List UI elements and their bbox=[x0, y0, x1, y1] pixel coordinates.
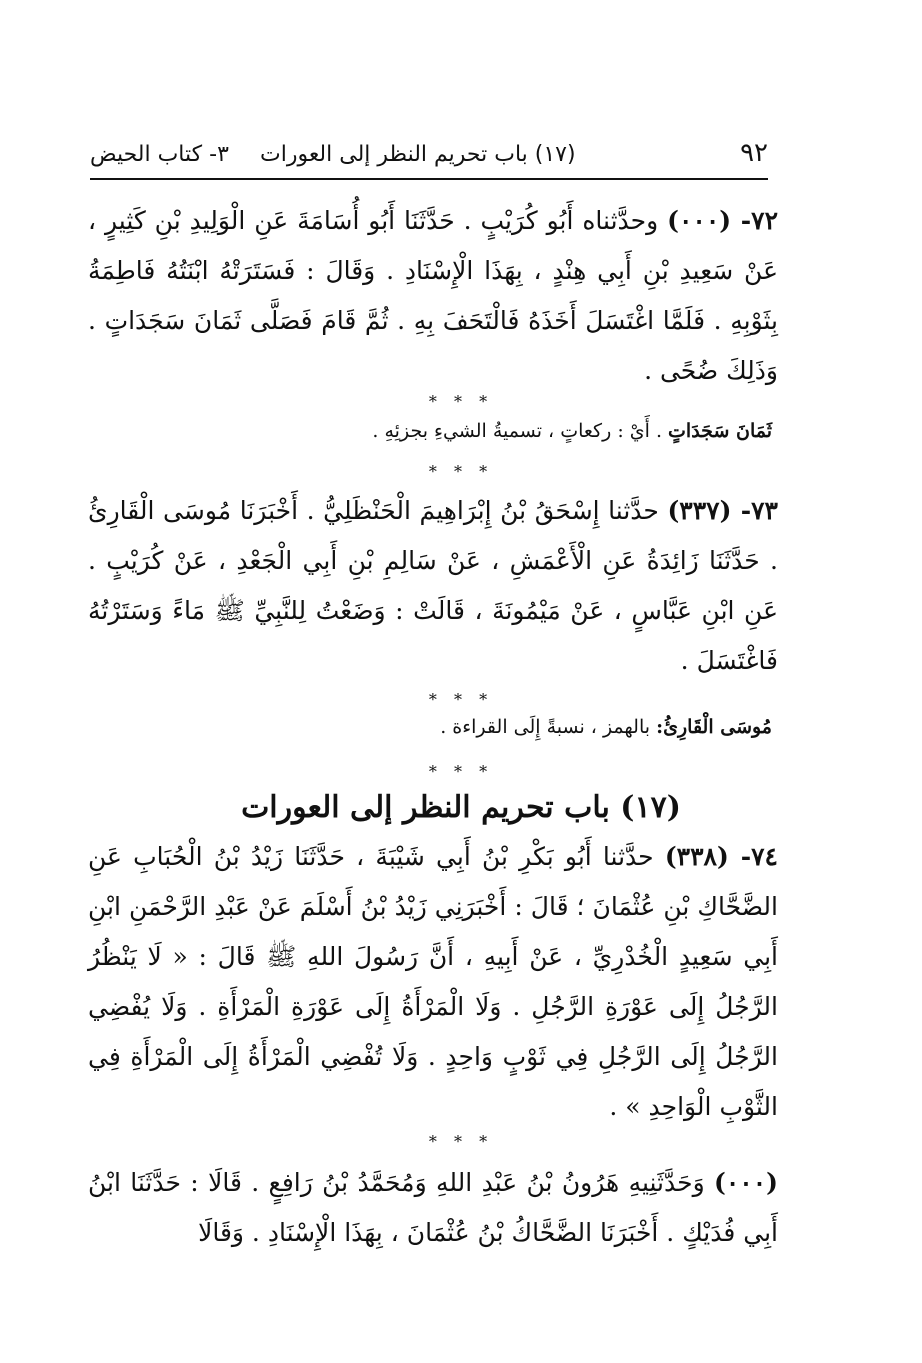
hadith-text: حدَّثنا أَبُو بَكْرِ بْنُ أَبِي شَيْبَةَ ، حَدَّثَنَا زَيْدُ بْنُ الْحُبَابِ عَنِ الضَّحَّاكِ بْنِ عُثْمَانَ ؛ قَالَ : أَخْبَرَنِي زَيْدُ بْنُ أَسْلَمَ عَنْ عَبْدِ الرَّحْمَنِ ابْنِ أَبِي سَعِيدٍ الْخُدْرِيِّ ، عَنْ أَبِيهِ ، أَنَّ رَسُولَ اللهِ ﷺ قَالَ : « لَا يَنْظُرُ الرَّجُلُ إِلَى عَوْرَةِ الرَّجُلِ . وَلَا الْمَرْأَةُ إِلَى عَوْرَةِ الْمَرْأَةِ . وَلَا يُفْضِي الرَّجُلُ إِلَى الرَّجُلِ فِي ثَوْبٍ وَاحِدٍ . وَلَا تُفْضِي الْمَرْأَةُ إِلَى الْمَرْأَةِ فِي الثَّوْبِ الْوَاحِدِ » . bbox=[88, 842, 778, 1121]
chapter-heading: (١٧) باب تحريم النظر إلى العورات bbox=[241, 790, 681, 825]
hadith-number: ٧٢- (٠٠٠) bbox=[667, 206, 778, 235]
hadith-text: وحدَّثناه أَبُو كُرَيْبٍ . حَدَّثَنَا أَبُو أُسَامَةَ عَنِ الْوَلِيدِ بْنِ كَثِيرٍ ، عَنْ سَعِيدِ بْنِ أَبِي هِنْدٍ ، بِهَذَا الْإِسْنَادِ . وَقَالَ : فَسَتَرَتْهُ ابْنَتُهُ فَاطِمَةُ بِثَوْبِهِ . فَلَمَّا اغْتَسَلَ أَخَذَهُ فَالْتَحَفَ بِهِ . ثُمَّ قَامَ فَصَلَّى ثَمَانَ سَجَدَاتٍ . وَذَلِكَ ضُحًى . bbox=[88, 206, 778, 385]
page-header bbox=[90, 134, 768, 178]
separator-stars: * * * bbox=[428, 392, 494, 411]
hadith-number: ٧٣- (٣٣٧) bbox=[667, 496, 778, 525]
running-book-title: ٣- كتاب الحيض bbox=[90, 142, 229, 167]
hadith-72 bbox=[88, 196, 778, 396]
separator-stars: * * * bbox=[428, 462, 494, 481]
hadith-74 bbox=[88, 832, 778, 1132]
page-number: ٩٢ bbox=[740, 138, 768, 168]
note-72 bbox=[372, 420, 772, 442]
note-term: ثَمَانَ سَجَدَاتٍ bbox=[668, 420, 772, 442]
hadith-74-continuation bbox=[88, 1158, 778, 1258]
separator-stars: * * * bbox=[428, 1132, 494, 1151]
note-text: بالهمز ، نسبةً إِلَى القراءة . bbox=[440, 716, 651, 738]
running-chapter-title: (١٧) باب تحريم النظر إلى العورات bbox=[260, 142, 576, 167]
note-text: . أَيْ : ركعاتٍ ، تسميةُ الشيءِ بجزئِهِ . bbox=[372, 420, 662, 442]
separator-stars: * * * bbox=[428, 690, 494, 709]
header-divider bbox=[90, 178, 768, 180]
hadith-text: وَحَدَّثَنِيهِ هَرُونُ بْنُ عَبْدِ اللهِ وَمُحَمَّدُ بْنُ رَافِعٍ . قَالَا : حَدَّثَنَا ابْنُ أَبِي فُدَيْكٍ . أَخْبَرَنَا الضَّحَّاكُ بْنُ عُثْمَانَ ، بِهَذَا الْإِسْنَادِ . وَقَالَا bbox=[88, 1168, 778, 1247]
note-term: مُوسَى الْقَارِئُ: bbox=[656, 716, 772, 738]
note-73 bbox=[440, 716, 772, 738]
hadith-number: ٧٤- (٣٣٨) bbox=[664, 842, 778, 871]
hadith-73 bbox=[88, 486, 778, 686]
hadith-text: حدَّثنا إِسْحَقُ بْنُ إِبْرَاهِيمَ الْحَنْظَلِيُّ . أَخْبَرَنَا مُوسَى الْقَارِئُ . حَدَّثَنَا زَائِدَةُ عَنِ الْأَعْمَشِ ، عَنْ سَالِمِ بْنِ أَبِي الْجَعْدِ ، عَنْ كُرَيْبٍ . عَنِ ابْنِ عَبَّاسٍ ، عَنْ مَيْمُونَةَ ، قَالَتْ : وَضَعْتُ لِلنَّبِيِّ ﷺ مَاءً وَسَتَرْتُهُ فَاغْتَسَلَ . bbox=[88, 496, 778, 675]
hadith-number: (٠٠٠) bbox=[714, 1168, 778, 1197]
separator-stars: * * * bbox=[428, 762, 494, 781]
